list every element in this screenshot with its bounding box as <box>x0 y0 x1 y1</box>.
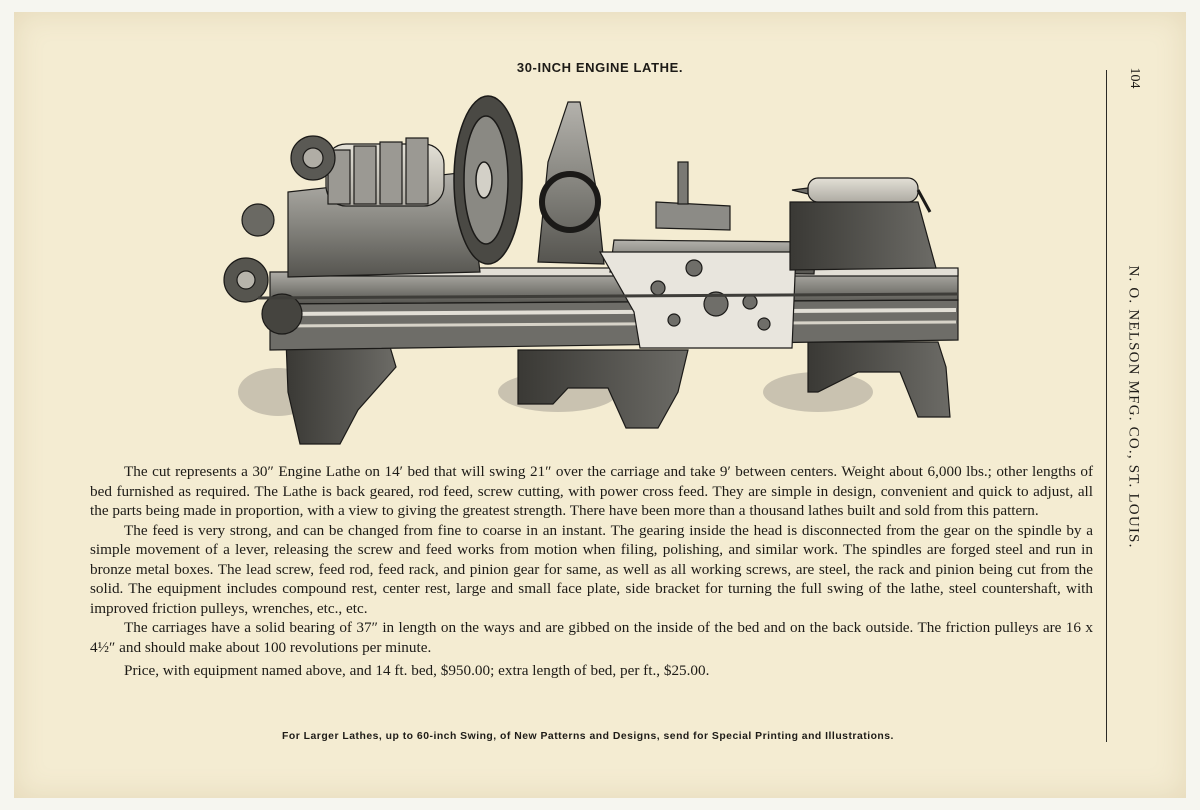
paragraph: The cut represents a 30″ Engine Lathe on 14′ bed that will swing 21″ over the carriage and take 9′ between centers. Weight about 6,000 lbs.; other lengths of bed furnished as required. The Lathe is back geared, rod feed, screw cutting, with power cross feed. They are simple in design, convenient and quick to adjust, all the parts being made in proportion, with a view to giving the greatest strength. There have been more than a thousand lathes built and sold from this pattern. <box>90 463 1093 519</box>
side-caption: N. O. NELSON MFG. CO., ST. LOUIS. <box>1125 265 1142 549</box>
paragraph: The feed is very strong, and can be changed from fine to coarse in an instant. The gearing inside the head is disconnected from the gear on the spindle by a simple movement of a lever, releasing the screw and feed works from motion when filing, polishing, and similar work. The spindles are forged steel and run in bronze metal boxes. The lead screw, feed rod, feed rack, and pinion gear for same, as well as all working screws, are steel, the rack and pinion being cut from the solid. The equipment includes compound rest, center rest, large and small face plate, side bracket for turning the full swing of the lathe, steel countershaft, with improved friction pulleys, wrenches, etc., etc. <box>90 521 1093 617</box>
tailstock <box>790 178 936 270</box>
face-plate-wheel <box>454 96 522 264</box>
footer-note: For Larger Lathes, up to 60-inch Swing, of New Patterns and Designs, send for Special Printing and Illustrations. <box>282 731 894 742</box>
lathe-bed <box>270 268 958 350</box>
page-number: 104 <box>1127 67 1142 89</box>
headstock <box>288 136 480 277</box>
center-rest <box>538 102 604 264</box>
paragraph: The carriages have a solid bearing of 37″ in length on the ways and are gibbed on the inside of the bed and on the back outside. The friction pulleys are 16 x 4½″ and should make about 100 revolutions per minute. <box>90 619 1093 656</box>
description-text <box>90 462 1093 681</box>
lathe-illustration <box>218 92 968 452</box>
margin-rule <box>1106 70 1107 742</box>
page-title: 30-INCH ENGINE LATHE. <box>516 60 684 75</box>
price-line: Price, with equipment named above, and 14 ft. bed, $950.00; extra length of bed, per ft., $25.00. <box>124 662 710 679</box>
